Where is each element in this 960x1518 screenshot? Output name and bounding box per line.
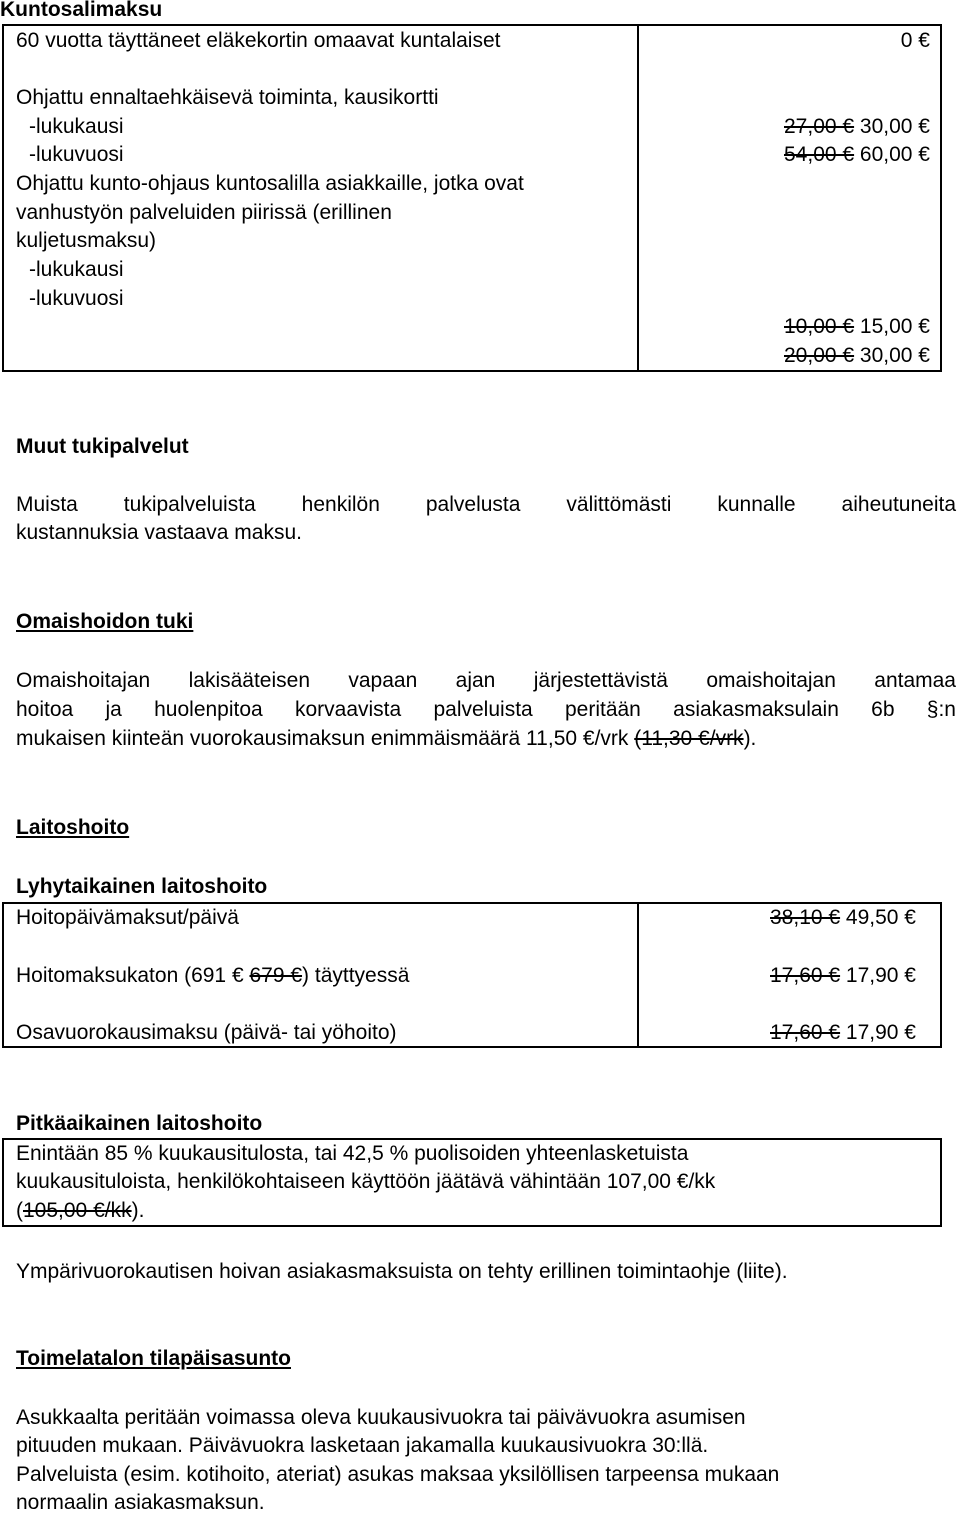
lyhyt-row2-prices <box>770 962 916 991</box>
lyhyt-heading: Lyhytaikainen laitoshoito <box>16 875 268 898</box>
kuntosali-row1-value: 0 € <box>900 29 930 52</box>
kausi2-label: -lukukausi <box>29 258 124 281</box>
ohjaus-line3: kuljetusmaksu) <box>16 229 157 252</box>
vuosi-label: -lukuvuosi <box>29 143 124 166</box>
vuosi-old-price: 54,00 € <box>784 143 855 166</box>
lyhyt-row2-label <box>16 962 409 991</box>
pitka-line3 <box>16 1197 144 1226</box>
ohjaus-line1: Ohjattu kunto-ohjaus kuntosalilla asiakkaille, jotka ovat <box>16 172 524 195</box>
ymparivuorokautinen-text: Ympärivuorokautisen hoivan asiakasmaksuista on tehty erillinen toimintaohje (liite). <box>16 1260 788 1283</box>
kausi-new-price: 30,00 € <box>859 115 930 138</box>
omaishoito-line3 <box>16 725 756 754</box>
omaishoito-line2: hoitoa ja huolenpitoa korvaavista palveluista peritään asiakasmaksulain 6b §:n <box>16 698 956 721</box>
muut-line1: Muista tukipalveluista henkilön palvelusta välittömästi kunnalle aiheutuneita <box>16 493 956 516</box>
pitka-old-amount: 105,00 €/kk <box>23 1199 132 1222</box>
muut-line2: kustannuksia vastaava maksu. <box>16 521 302 544</box>
kausi2-new-price: 15,00 € <box>859 315 930 338</box>
kausi-prices <box>784 113 930 142</box>
omaishoito-line3-text: mukaisen kiinteän vuorokausimaksun enimmäismäärä 11,50 €/vrk <box>16 727 635 750</box>
kuntosali-row1-label: 60 vuotta täyttäneet eläkekortin omaavat kuntalaiset <box>16 29 501 52</box>
toimelatalo-line2: pituuden mukaan. Päivävuokra lasketaan jakamalla kuukausivuokra 30:llä. <box>16 1434 709 1457</box>
toimelatalo-line4: normaalin asiakasmaksun. <box>16 1491 265 1514</box>
vuosi-new-price: 60,00 € <box>859 143 930 166</box>
muut-heading: Muut tukipalvelut <box>16 435 189 458</box>
kausikortti-title: Ohjattu ennaltaehkäisevä toiminta, kausikortti <box>16 86 439 109</box>
omaishoito-old-amount: (11,30 €/vrk <box>634 727 744 750</box>
toimelatalo-heading: Toimelatalon tilapäisasunto <box>16 1347 291 1370</box>
toimelatalo-line1: Asukkaalta peritään voimassa oleva kuukausivuokra tai päivävuokra asumisen <box>16 1406 746 1429</box>
kausi-old-price: 27,00 € <box>784 115 855 138</box>
kuntosali-heading: Kuntosalimaksu <box>0 0 163 21</box>
lyhyt-row2-label-a: Hoitomaksukaton (691 € <box>16 964 250 987</box>
lyhyt-row2-label-b: ) täyttyessä <box>302 964 410 987</box>
lyhyt-row1-new: 49,50 € <box>845 906 916 929</box>
lyhyt-row2-new: 17,90 € <box>845 964 916 987</box>
lyhyt-row1-old: 38,10 € <box>770 906 841 929</box>
omaishoito-heading: Omaishoidon tuki <box>16 610 194 633</box>
lyhyt-row3-prices <box>770 1019 916 1048</box>
kausi-label: -lukukausi <box>29 115 124 138</box>
vuosi2-prices <box>784 342 930 371</box>
laitoshoito-heading: Laitoshoito <box>16 816 130 839</box>
lyhyt-row1-label: Hoitopäivämaksut/päivä <box>16 906 239 929</box>
lyhyt-row3-label: Osavuorokausimaksu (päivä- tai yöhoito) <box>16 1021 397 1044</box>
pitka-line2: kuukausituloista, henkilökohtaiseen käyttöön jäätävä vähintään 107,00 €/kk <box>16 1170 716 1193</box>
pitka-heading: Pitkäaikainen laitoshoito <box>16 1112 263 1135</box>
vuosi2-label: -lukuvuosi <box>29 287 124 310</box>
kausi2-old-price: 10,00 € <box>784 315 855 338</box>
omaishoito-line1: Omaishoitajan lakisääteisen vapaan ajan järjestettävistä omaishoitajan antamaa <box>16 669 956 692</box>
kuntosali-table-divider <box>637 24 639 372</box>
vuosi2-new-price: 30,00 € <box>859 344 930 367</box>
pitka-line3-b: ). <box>131 1199 145 1222</box>
vuosi2-old-price: 20,00 € <box>784 344 855 367</box>
pitka-line1: Enintään 85 % kuukausitulosta, tai 42,5 % puolisoiden yhteenlasketuista <box>16 1142 689 1165</box>
vuosi-prices <box>784 141 930 170</box>
kausi2-prices <box>784 313 930 342</box>
toimelatalo-line3: Palveluista (esim. kotihoito, ateriat) asukas maksaa yksilöllisen tarpeensa mukaan <box>16 1463 780 1486</box>
lyhyt-row3-new: 17,90 € <box>845 1021 916 1044</box>
pitka-line3-a: ( <box>16 1199 23 1222</box>
lyhyt-table-divider <box>637 902 639 1048</box>
lyhyt-row2-label-old: 679 € <box>249 964 303 987</box>
omaishoito-line3-end: ). <box>743 727 757 750</box>
lyhyt-row3-old: 17,60 € <box>770 1021 841 1044</box>
lyhyt-row1-prices <box>770 904 916 933</box>
lyhyt-row2-old: 17,60 € <box>770 964 841 987</box>
ohjaus-line2: vanhustyön palveluiden piirissä (erillinen <box>16 201 392 224</box>
